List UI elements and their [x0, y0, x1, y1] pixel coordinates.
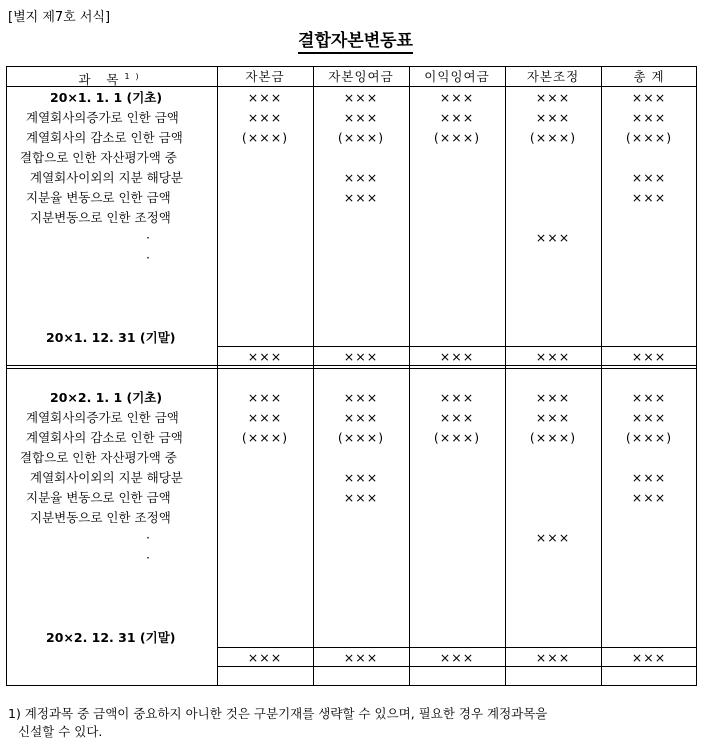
ending-balance-value: ××× [439, 650, 475, 665]
ending-balance-value: ××× [247, 650, 283, 665]
row-label: 지분율 변동으로 인한 금액 [26, 190, 171, 205]
cell-value: ××× [535, 530, 571, 545]
period-end-label: 20×1. 12. 31 (기말) [46, 330, 176, 345]
footnote-line-1: 1) 계정과목 중 금액이 중요하지 아니한 것은 구분기재를 생략할 수 있으며, 필요한 경우 계정과목을 [8, 706, 548, 721]
cell-value: ××× [631, 110, 667, 125]
document-title-text: 결합자본변동표 [298, 31, 413, 54]
ending-balance-value: ××× [535, 650, 571, 665]
column-header: 총 계 [633, 69, 665, 84]
ending-balance-value: ××× [343, 349, 379, 364]
column-header: 자본잉여금 [328, 69, 394, 84]
header-item: 과 목$^{1)}$ [78, 72, 145, 88]
cell-value: ××× [439, 390, 475, 405]
cell-negative-value: (×××) [529, 430, 577, 445]
cell-value: ××× [631, 390, 667, 405]
ending-balance-value: ××× [631, 349, 667, 364]
cell-value: ××× [343, 90, 379, 105]
cell-value: ××× [535, 390, 571, 405]
column-divider [601, 66, 602, 686]
cell-value: ××× [343, 190, 379, 205]
cell-value: ××× [439, 410, 475, 425]
cell-value: ××× [343, 170, 379, 185]
ending-balance-value: ××× [247, 349, 283, 364]
cell-value: ××× [535, 230, 571, 245]
cell-negative-value: (×××) [625, 430, 673, 445]
row-label: 지분변동으로 인한 조정액 [30, 510, 171, 525]
column-header: 자본조정 [526, 69, 580, 84]
cell-negative-value: (×××) [241, 430, 289, 445]
cell-value: ××× [631, 90, 667, 105]
continuation-dot: · [146, 530, 150, 545]
ending-balance-value: ××× [439, 349, 475, 364]
row-divider [217, 346, 697, 347]
cell-value: ××× [439, 110, 475, 125]
cell-negative-value: (×××) [433, 130, 481, 145]
row-label: 결합으로 인한 자산평가액 중 [20, 450, 177, 465]
cell-value: ××× [343, 390, 379, 405]
cell-value: ××× [631, 410, 667, 425]
cell-value: ××× [631, 170, 667, 185]
row-label: 계열회사의증가로 인한 금액 [26, 410, 179, 425]
cell-value: ××× [631, 490, 667, 505]
row-divider [6, 368, 697, 369]
footnote-marker: 1) [124, 72, 145, 81]
row-label: 계열회사이외의 지분 해당분 [30, 170, 183, 185]
cell-value: ××× [343, 110, 379, 125]
row-label: 계열회사의 감소로 인한 금액 [26, 430, 183, 445]
cell-value: ××× [631, 470, 667, 485]
cell-value: ××× [535, 110, 571, 125]
row-divider [217, 647, 697, 648]
period-start-label: 20×1. 1. 1 (기초) [50, 90, 163, 105]
cell-value: ××× [439, 90, 475, 105]
cell-value: ××× [247, 410, 283, 425]
continuation-dot: · [146, 550, 150, 565]
row-divider [6, 365, 697, 366]
cell-negative-value: (×××) [337, 130, 385, 145]
column-header: 자본금 [245, 69, 285, 84]
cell-value: ××× [535, 410, 571, 425]
cell-value: ××× [535, 90, 571, 105]
continuation-dot: · [146, 230, 150, 245]
continuation-dot: · [146, 250, 150, 265]
ending-balance-value: ××× [343, 650, 379, 665]
cell-negative-value: (×××) [241, 130, 289, 145]
row-divider [217, 666, 697, 667]
cell-value: ××× [631, 190, 667, 205]
column-divider [409, 66, 410, 686]
cell-value: ××× [343, 410, 379, 425]
footnote-line-2: 신설할 수 있다. [18, 724, 103, 739]
cell-negative-value: (×××) [433, 430, 481, 445]
ending-balance-value: ××× [535, 349, 571, 364]
period-start-label: 20×2. 1. 1 (기초) [50, 390, 163, 405]
column-divider [217, 66, 218, 686]
row-label: 결합으로 인한 자산평가액 중 [20, 150, 177, 165]
row-label: 계열회사의증가로 인한 금액 [26, 110, 179, 125]
column-header: 이익잉여금 [424, 69, 490, 84]
row-label: 계열회사이외의 지분 해당분 [30, 470, 183, 485]
form-number-label: [별지 제7호 서식] [8, 10, 111, 25]
cell-value: ××× [343, 470, 379, 485]
row-label: 지분율 변동으로 인한 금액 [26, 490, 171, 505]
ending-balance-value: ××× [631, 650, 667, 665]
cell-value: ××× [247, 390, 283, 405]
document-title [0, 26, 711, 51]
cell-negative-value: (×××) [529, 130, 577, 145]
cell-negative-value: (×××) [625, 130, 673, 145]
row-label: 지분변동으로 인한 조정액 [30, 210, 171, 225]
column-divider [313, 66, 314, 686]
cell-value: ××× [343, 490, 379, 505]
cell-negative-value: (×××) [337, 430, 385, 445]
cell-value: ××× [247, 90, 283, 105]
cell-value: ××× [247, 110, 283, 125]
period-end-label: 20×2. 12. 31 (기말) [46, 630, 176, 645]
row-label: 계열회사의 감소로 인한 금액 [26, 130, 183, 145]
column-divider [505, 66, 506, 686]
